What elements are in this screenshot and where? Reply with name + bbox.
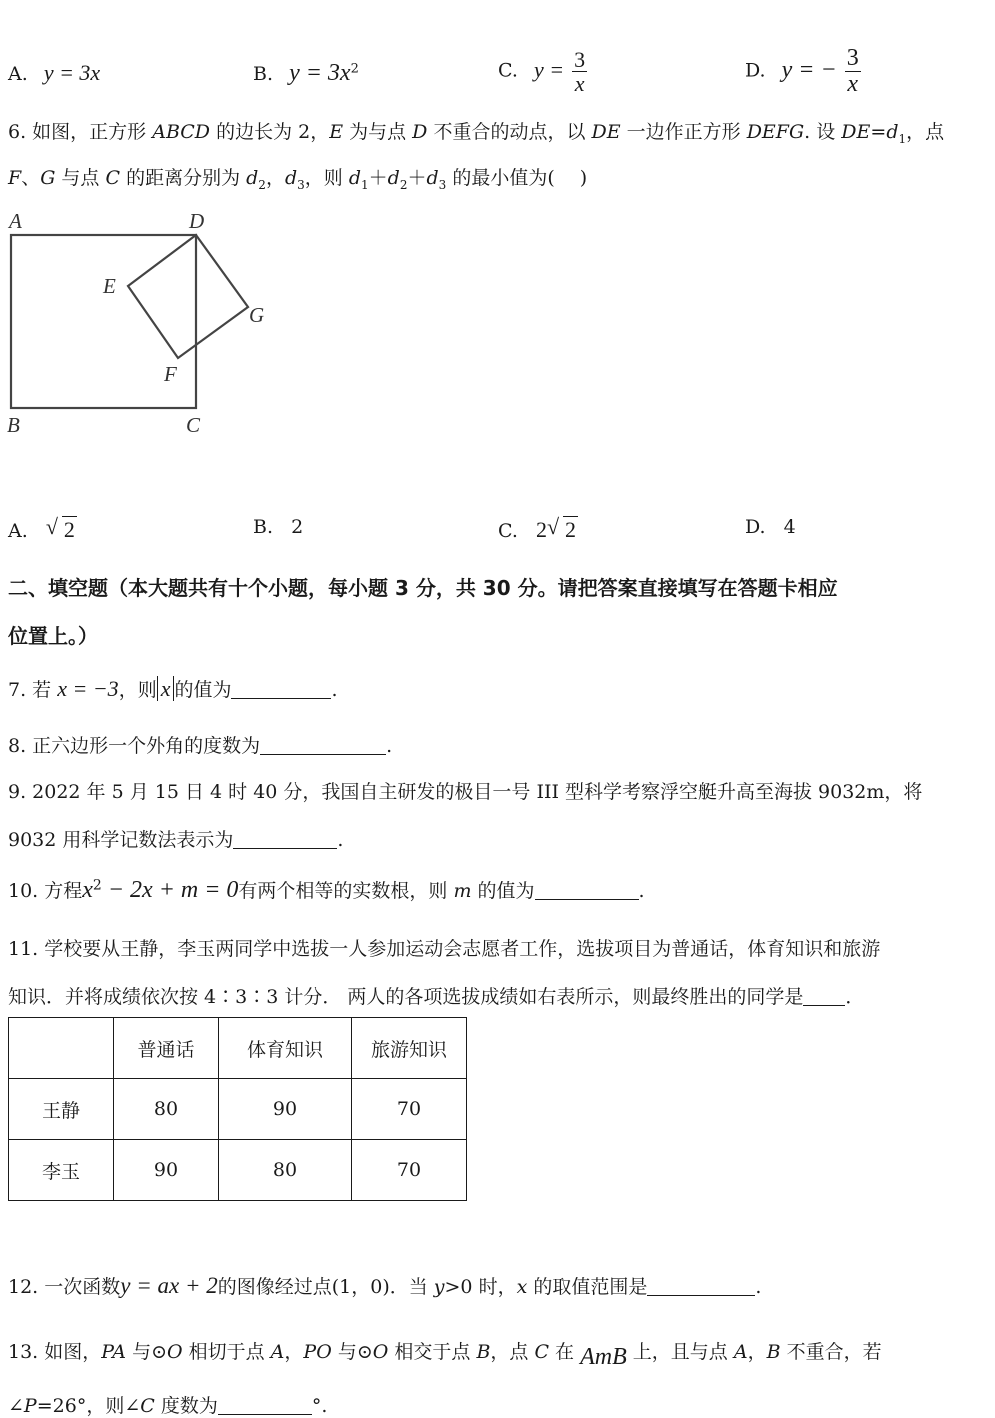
- text: 8. 正六边形一个外角的度数为: [8, 735, 261, 757]
- text: G: [40, 167, 56, 189]
- option-lhs: y =: [533, 56, 565, 82]
- table-cell: 80: [114, 1079, 219, 1140]
- q6-text-line1: [8, 117, 944, 146]
- option-label: B.: [253, 63, 274, 85]
- fraction-denominator: x: [847, 71, 859, 98]
- q13-line2: [8, 1391, 327, 1418]
- text: D: [412, 121, 428, 143]
- option-value: 2: [291, 516, 304, 538]
- option-expression: y = 3x: [43, 60, 101, 85]
- text: 9032 用科学记数法表示为: [8, 829, 234, 851]
- math-expression: x = −3: [57, 676, 119, 701]
- text: 、: [21, 167, 41, 189]
- q6-text-line2: [8, 163, 587, 192]
- text: 相切于点: [182, 1341, 271, 1363]
- score-table: [8, 1017, 467, 1201]
- text: ABCD: [152, 121, 211, 143]
- text: ＋: [407, 167, 427, 189]
- table-cell: 80: [219, 1140, 352, 1201]
- text: 的图像经过点(1，0)．当: [217, 1276, 434, 1298]
- text: d: [426, 167, 439, 189]
- text: .: [755, 1276, 762, 1298]
- text: 相交于点: [388, 1341, 477, 1363]
- text: 6. 如图，正方形: [8, 121, 153, 143]
- q6-option-c: [498, 516, 578, 543]
- q9-line1: 9. 2022 年 5 月 15 日 4 时 40 分，我国自主研发的极目一号 III 型科学考察浮空艇升高至海拔 9032m，将: [8, 781, 923, 803]
- text: =26°，则∠: [36, 1395, 141, 1417]
- table-cell: 90: [219, 1079, 352, 1140]
- text: 上，且与点: [626, 1341, 734, 1363]
- fraction-denominator: x: [574, 71, 585, 97]
- text: 的距离分别为: [120, 167, 247, 189]
- math-expression: x: [82, 877, 93, 903]
- text: 度数为: [154, 1395, 218, 1417]
- text: 不重合，若: [780, 1341, 882, 1363]
- text: 12. 一次函数: [8, 1276, 121, 1298]
- text: DE: [591, 121, 621, 143]
- table-row: [9, 1079, 467, 1140]
- label-f: F: [164, 362, 177, 386]
- option-label: D.: [745, 59, 766, 82]
- sqrt-expression: [46, 516, 77, 543]
- table-header-cell: 旅游知识: [352, 1018, 467, 1079]
- text: d: [387, 167, 400, 189]
- q6-geometry-figure: [0, 200, 290, 450]
- q6-option-d: [745, 516, 796, 538]
- text: E: [329, 121, 344, 143]
- text: 的边长为 2，: [210, 121, 330, 143]
- answer-blank[interactable]: [260, 735, 386, 755]
- text: 知识．并将成绩依次按 4∶3∶3 计分． 两人的各项选拔成绩如右表所示，则最终胜出的同学是: [8, 986, 804, 1008]
- q11-line2: [8, 982, 864, 1009]
- label-d: D: [189, 209, 205, 233]
- answer-blank[interactable]: [803, 986, 845, 1006]
- text: ，点: [906, 121, 945, 143]
- math-expression: − 2x + m = 0: [101, 877, 239, 903]
- variable: y: [433, 1276, 445, 1298]
- text: 与⊙: [126, 1341, 167, 1363]
- q9-line2: [8, 825, 343, 852]
- option-label: B.: [253, 516, 274, 538]
- text: P: [23, 1395, 37, 1417]
- radicand: 2: [564, 517, 576, 542]
- text: =: [870, 121, 887, 143]
- label-c: C: [186, 413, 201, 437]
- text: 的取值范围是: [527, 1276, 648, 1298]
- text: 不重合的动点，以: [427, 121, 592, 143]
- sqrt-expression: [547, 516, 578, 543]
- text: .: [386, 735, 393, 757]
- text: 与⊙: [331, 1341, 373, 1363]
- text: 有两个相等的实数根，则: [238, 880, 454, 902]
- q5-option-d: [745, 46, 863, 97]
- q5-option-a: [8, 60, 100, 86]
- section-heading-line2: 位置上。）: [8, 624, 98, 648]
- text: .: [337, 829, 344, 851]
- text: ＋: [368, 167, 388, 189]
- text: 的值为: [174, 679, 232, 701]
- text: PA: [101, 1341, 127, 1363]
- option-fraction: [572, 48, 587, 95]
- option-label: A.: [8, 63, 28, 85]
- table-cell: 70: [352, 1079, 467, 1140]
- text: 一边作正方形: [620, 121, 747, 143]
- text: PO: [303, 1341, 332, 1363]
- text: ，: [284, 1341, 304, 1363]
- label-a: A: [9, 209, 22, 233]
- text: DE: [841, 121, 871, 143]
- q5-option-c: [498, 48, 589, 95]
- answer-blank[interactable]: [218, 1395, 312, 1415]
- q12: [8, 1272, 761, 1299]
- text: ，: [747, 1341, 767, 1363]
- text: 为与点: [343, 121, 413, 143]
- table-header-cell: 普通话: [114, 1018, 219, 1079]
- answer-blank[interactable]: [535, 880, 639, 900]
- table-header-cell: [9, 1018, 114, 1079]
- table-header-cell: 体育知识: [219, 1018, 352, 1079]
- absolute-value: x: [157, 676, 175, 701]
- subscript: 3: [438, 177, 447, 192]
- label-g: G: [249, 303, 265, 327]
- text: C: [105, 167, 121, 189]
- text: 在: [549, 1341, 581, 1363]
- option-label: C.: [498, 59, 518, 82]
- option-label: A.: [8, 520, 28, 542]
- text: C: [140, 1395, 155, 1417]
- variable: x: [516, 1276, 528, 1298]
- text: . 设: [804, 121, 842, 143]
- option-fraction: [845, 46, 861, 97]
- option-lhs: y = −: [781, 56, 837, 83]
- table-cell: 王静: [9, 1079, 114, 1140]
- text: A: [733, 1341, 748, 1363]
- subscript: 1: [898, 131, 907, 146]
- subscript: 1: [360, 177, 369, 192]
- q10: [8, 876, 645, 904]
- table-cell: 90: [114, 1140, 219, 1201]
- label-b: B: [7, 413, 20, 437]
- text: B: [476, 1341, 491, 1363]
- option-expression: y = 3x: [289, 60, 351, 86]
- text: C: [534, 1341, 549, 1363]
- q6-option-a: [8, 516, 77, 543]
- arc-notation: AmB: [580, 1344, 627, 1370]
- table-row: [9, 1140, 467, 1201]
- text: 的值为: [471, 880, 535, 902]
- section-heading-line1: 二、填空题（本大题共有十个小题，每小题 3 分，共 30 分。请把答案直接填写在答题卡相应: [8, 576, 838, 600]
- text: d: [284, 167, 298, 189]
- label-e: E: [103, 274, 116, 298]
- answer-blank[interactable]: [233, 829, 337, 849]
- coefficient: 2: [535, 517, 547, 542]
- subscript: 2: [258, 177, 266, 192]
- text: 与点: [55, 167, 106, 189]
- text: B: [766, 1341, 781, 1363]
- fraction-numerator: 3: [846, 45, 859, 71]
- q8: [8, 731, 392, 758]
- text: F: [8, 167, 22, 189]
- text: .: [331, 679, 338, 701]
- text: d: [246, 167, 259, 189]
- subscript: 2: [399, 177, 408, 192]
- text: ．: [845, 986, 865, 1008]
- table-cell: 70: [352, 1140, 467, 1201]
- text: ，点: [490, 1341, 535, 1363]
- text: 10. 方程: [8, 880, 83, 902]
- radicand: 2: [63, 517, 75, 542]
- exponent: 2: [92, 877, 102, 894]
- option-exponent: 2: [350, 61, 359, 77]
- answer-blank[interactable]: [231, 679, 331, 699]
- text: .: [638, 880, 645, 902]
- table-header-row: [9, 1018, 467, 1079]
- answer-blank[interactable]: [647, 1276, 755, 1296]
- table-cell: 李玉: [9, 1140, 114, 1201]
- square-defg: [128, 235, 248, 358]
- q13-line1: [8, 1337, 882, 1371]
- q6-option-b: [253, 516, 303, 538]
- subscript: 3: [297, 177, 305, 192]
- option-label: D.: [745, 516, 766, 538]
- q5-option-b: [253, 60, 359, 87]
- text: 的最小值为( ): [446, 167, 588, 189]
- fraction-numerator: 3: [574, 47, 586, 72]
- q11-line1: 11. 学校要从王静，李玉两同学中选拔一人参加运动会志愿者工作，选拔项目为普通话，体育知识和旅游: [8, 938, 881, 960]
- text: ∠: [8, 1395, 24, 1417]
- variable: m: [453, 880, 472, 902]
- text: 7. 若: [8, 679, 58, 701]
- option-value: 4: [783, 516, 796, 538]
- text: ，则: [118, 679, 157, 701]
- text: d: [348, 167, 361, 189]
- text: ，则: [304, 167, 349, 189]
- text: d: [886, 121, 899, 143]
- q7: [8, 675, 338, 702]
- text: ，: [265, 167, 285, 189]
- text: A: [270, 1341, 285, 1363]
- text: O: [372, 1341, 389, 1363]
- option-label: C.: [498, 520, 518, 542]
- text: O: [167, 1341, 183, 1363]
- text: 13. 如图，: [8, 1341, 102, 1363]
- text: °.: [311, 1395, 328, 1417]
- text: >0 时，: [444, 1276, 517, 1298]
- text: DEFG: [746, 121, 805, 143]
- math-expression: y = ax + 2: [120, 1273, 218, 1298]
